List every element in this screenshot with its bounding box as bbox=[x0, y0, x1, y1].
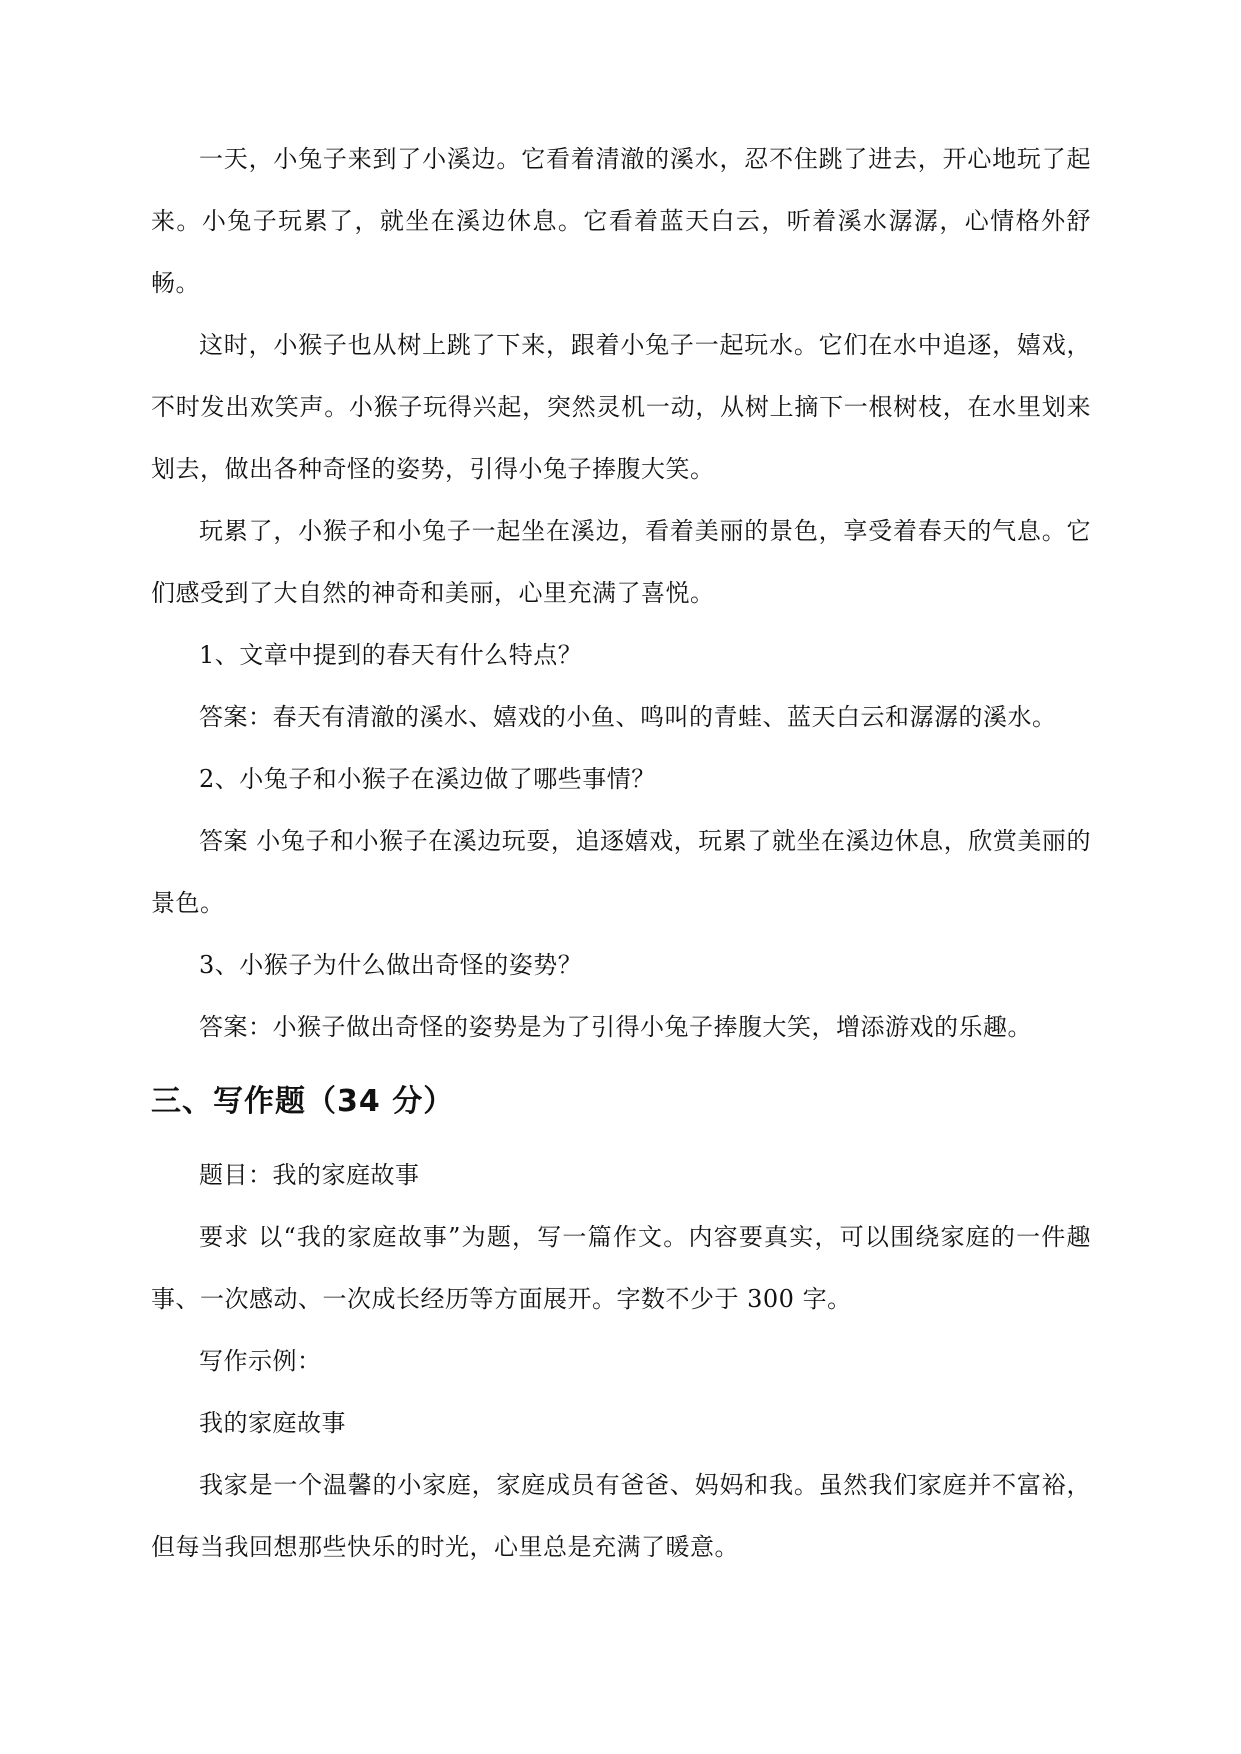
writing-section-heading: 三、写作题（34 分） bbox=[151, 1084, 455, 1119]
answer-3: 答案：小猴子做出奇怪的姿势是为了引得小兔子捧腹大笑，增添游戏的乐趣。 bbox=[199, 1013, 1032, 1041]
writing-topic: 题目：我的家庭故事 bbox=[199, 1161, 420, 1189]
question-1: 1、文章中提到的春天有什么特点？ bbox=[199, 641, 583, 669]
writing-example-label: 写作示例： bbox=[199, 1347, 322, 1375]
answer-1: 答案：春天有清澈的溪水、嬉戏的小鱼、鸣叫的青蛙、蓝天白云和潺潺的溪水。 bbox=[199, 703, 1057, 731]
question-2: 2、小兔子和小猴子在溪边做了哪些事情？ bbox=[199, 765, 656, 793]
document-page bbox=[151, 128, 1091, 1578]
passage-paragraph-2: 这时，小猴子也从树上跳了下来，跟着小兔子一起玩水。它们在水中追逐，嬉戏，不时发出欢笑声。小猴子玩得兴起，突然灵机一动，从树上摘下一根树枝，在水里划来划去，做出各种奇怪的姿势，引得小兔子捧腹大笑。 bbox=[151, 331, 1091, 483]
answer-2: 答案 小兔子和小猴子在溪边玩耍，追逐嬉戏，玩累了就坐在溪边休息，欣赏美丽的景色。 bbox=[151, 827, 1091, 917]
passage-paragraph-1: 一天，小兔子来到了小溪边。它看着清澈的溪水，忍不住跳了进去，开心地玩了起来。小兔子玩累了，就坐在溪边休息。它看着蓝天白云，听着溪水潺潺，心情格外舒畅。 bbox=[151, 145, 1091, 297]
writing-example-title: 我的家庭故事 bbox=[199, 1409, 346, 1437]
passage-paragraph-3: 玩累了，小猴子和小兔子一起坐在溪边，看着美丽的景色，享受着春天的气息。它们感受到了大自然的神奇和美丽，心里充满了喜悦。 bbox=[151, 517, 1091, 607]
writing-requirement: 要求 以“我的家庭故事”为题，写一篇作文。内容要真实，可以围绕家庭的一件趣事、一次感动、一次成长经历等方面展开。字数不少于 300 字。 bbox=[151, 1223, 1091, 1313]
question-3: 3、小猴子为什么做出奇怪的姿势？ bbox=[199, 951, 583, 979]
writing-example-paragraph: 我家是一个温馨的小家庭，家庭成员有爸爸、妈妈和我。虽然我们家庭并不富裕，但每当我回想那些快乐的时光，心里总是充满了暖意。 bbox=[151, 1471, 1091, 1561]
